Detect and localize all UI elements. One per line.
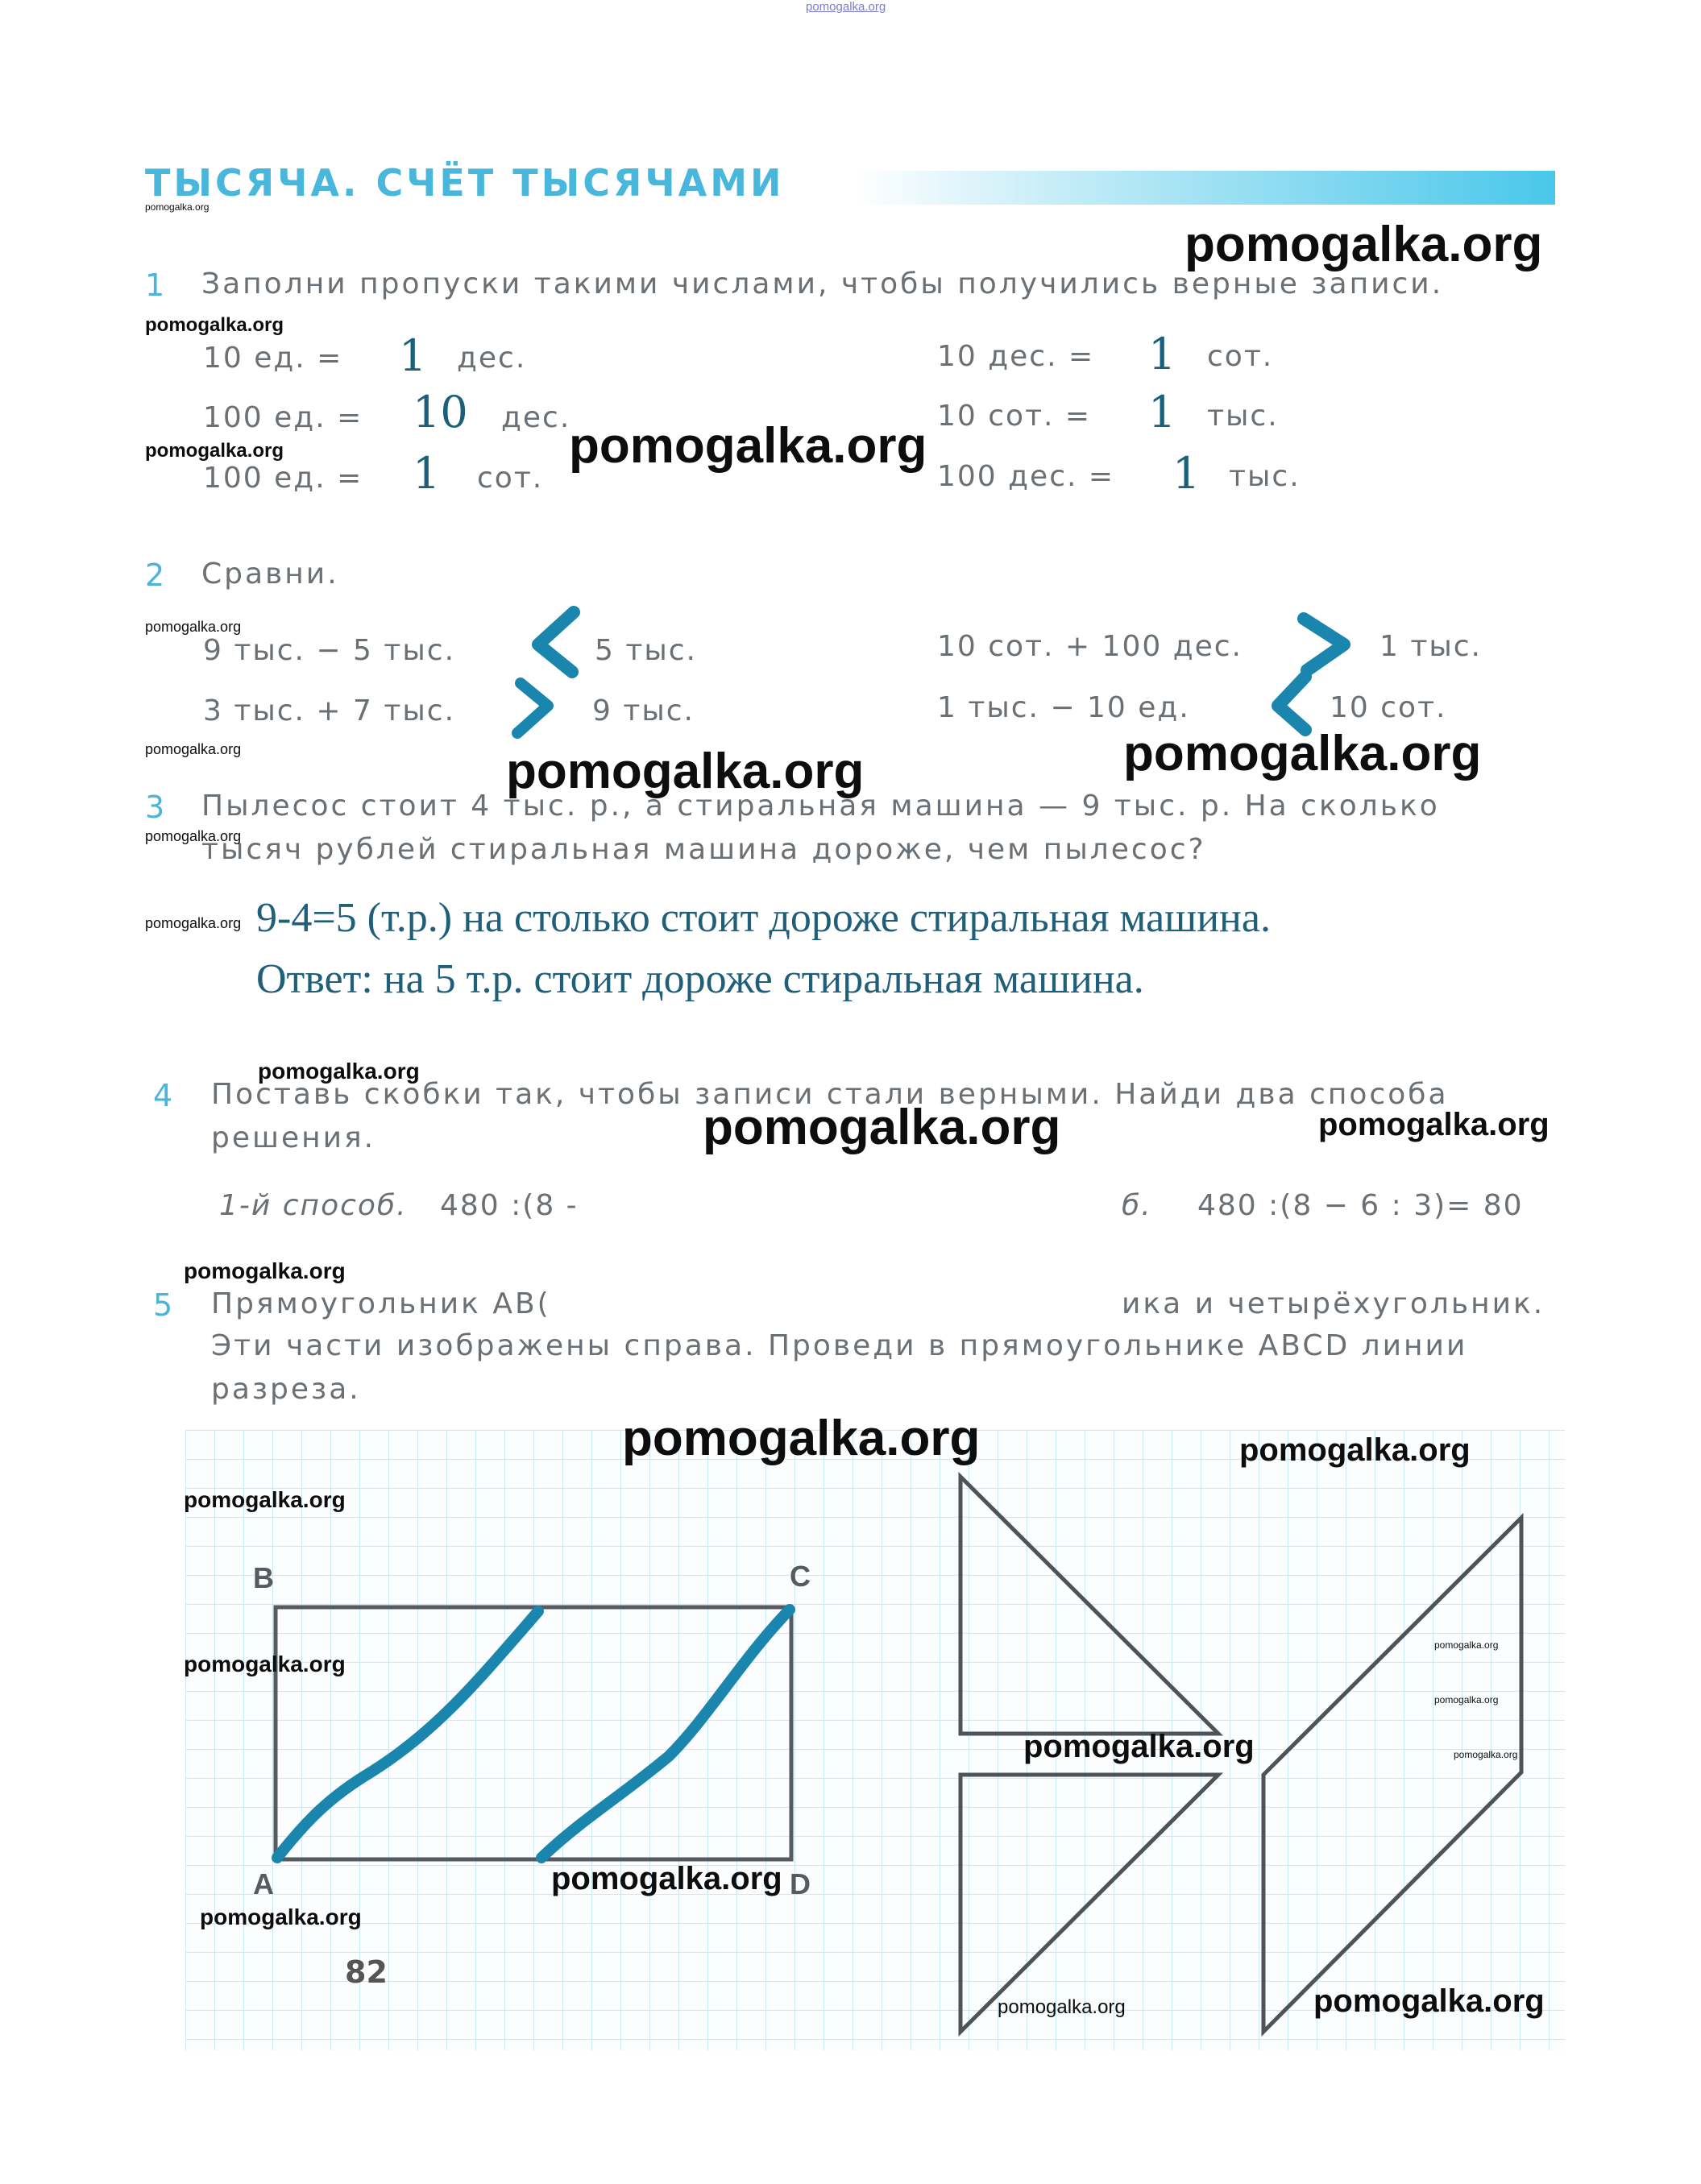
- watermark: pomogalka.org: [200, 1904, 362, 1929]
- watermark: pomogalka.org: [1023, 1729, 1255, 1764]
- watermark: pomogalka.org: [1434, 1694, 1499, 1705]
- task1-row1-answer: 1: [399, 330, 427, 381]
- task3-number: 3: [145, 789, 165, 825]
- watermark: pomogalka.org: [145, 201, 210, 213]
- task4-line2: решения.: [211, 1121, 376, 1154]
- task1-row6-left: 100 дес. =: [937, 460, 1115, 493]
- watermark: pomogalka.org: [1434, 1639, 1499, 1651]
- task1-row3-answer: 1: [413, 448, 441, 499]
- task3-answer-line1: 9-4=5 (т.р.) на столько стоит дороже стиральная машина.: [256, 895, 1271, 941]
- task2-text: Сравни.: [201, 557, 339, 591]
- task1-row4-left: 10 дес. =: [937, 340, 1095, 373]
- task2-row4-left: 1 тыс. − 10 ед.: [937, 691, 1190, 724]
- task1-row2-left: 100 ед. =: [203, 401, 363, 434]
- task1-row6-answer: 1: [1172, 448, 1201, 499]
- watermark: pomogalka.org: [184, 1258, 346, 1283]
- triangle-top: [960, 1477, 1218, 1734]
- task2-row2-left: 3 тыс. + 7 тыс.: [203, 694, 456, 727]
- task1-row1-unit: дес.: [457, 342, 527, 375]
- page-number: 82: [345, 1954, 388, 1990]
- task2-row4-right: 10 сот.: [1330, 691, 1447, 724]
- task4-way2-expr: 480 :(8 − 6 : 3)= 80: [1197, 1189, 1524, 1222]
- quadrilateral: [1263, 1518, 1521, 2032]
- watermark: pomogalka.org: [622, 1411, 981, 1466]
- watermark: pomogalka.org: [506, 744, 865, 799]
- task1-number: 1: [145, 267, 165, 303]
- task1-row5-unit: тыс.: [1207, 400, 1279, 433]
- task2-number: 2: [145, 557, 165, 593]
- top-watermark: pomogalka.org: [806, 0, 886, 14]
- task3-answer-line2: Ответ: на 5 т.р. стоит дороже стиральная машина.: [256, 956, 1144, 1002]
- task5-line2: Эти части изображены справа. Проведи в прямоугольнике ABCD линии: [211, 1329, 1468, 1362]
- cut-line-2: [541, 1610, 790, 1858]
- watermark: pomogalka.org: [145, 440, 284, 462]
- task1-row5-left: 10 сот. =: [937, 400, 1092, 433]
- label-a: A: [253, 1867, 274, 1900]
- task1-row3-unit: сот.: [477, 462, 544, 495]
- task4-way1-label: 1-й способ.: [219, 1189, 408, 1222]
- watermark: pomogalka.org: [145, 314, 284, 336]
- task2-row3-right: 1 тыс.: [1379, 630, 1482, 663]
- watermark: pomogalka.org: [1454, 1749, 1518, 1760]
- task5-line3: разреза.: [211, 1373, 361, 1406]
- triangle-bottom: [960, 1775, 1218, 2032]
- label-b: B: [253, 1561, 274, 1594]
- task1-row4-answer: 1: [1148, 329, 1176, 379]
- task5-number: 5: [153, 1287, 173, 1323]
- task1-row1-left: 10 ед. =: [203, 342, 343, 375]
- task1-row2-answer: 10: [413, 387, 468, 437]
- watermark: pomogalka.org: [145, 915, 242, 931]
- task2-row3-left: 10 сот. + 100 дес.: [937, 630, 1243, 663]
- task5-line1b: ика и четырёхугольник.: [1122, 1287, 1545, 1320]
- watermark: pomogalka.org: [145, 828, 242, 844]
- cut-line-1: [277, 1611, 538, 1858]
- watermark: pomogalka.org: [703, 1100, 1061, 1155]
- watermark: pomogalka.org: [184, 1487, 346, 1512]
- watermark: pomogalka.org: [145, 619, 242, 635]
- watermark: pomogalka.org: [1184, 217, 1543, 272]
- task3-line1: Пылесос стоит 4 тыс. р., а стиральная машина — 9 тыс. р. На сколько: [201, 789, 1440, 823]
- task1-row4-unit: сот.: [1207, 340, 1274, 373]
- rectangle-abcd: [276, 1607, 791, 1859]
- watermark: pomogalka.org: [184, 1651, 346, 1676]
- task1-row5-answer: 1: [1148, 387, 1176, 437]
- watermark: pomogalka.org: [551, 1861, 782, 1896]
- task2-row1-left: 9 тыс. − 5 тыс.: [203, 634, 456, 667]
- watermark: pomogalka.org: [1123, 726, 1482, 781]
- watermark: pomogalka.org: [998, 1996, 1126, 2018]
- watermark: pomogalka.org: [258, 1059, 420, 1084]
- task4-way1-expr: 480 :(8 -: [440, 1189, 579, 1222]
- watermark: pomogalka.org: [569, 418, 927, 474]
- label-c: C: [790, 1560, 811, 1593]
- task3-line2: тысяч рублей стиральная машина дороже, чем пылесос?: [201, 833, 1206, 866]
- task4-number: 4: [153, 1078, 173, 1113]
- label-d: D: [790, 1867, 811, 1900]
- watermark: pomogalka.org: [1313, 1983, 1545, 2019]
- task5-line1a: Прямоугольник АВ(: [211, 1287, 551, 1320]
- task1-text: Заполни пропуски такими числами, чтобы получились верные записи.: [201, 267, 1444, 300]
- task1-row6-unit: тыс.: [1229, 460, 1301, 493]
- watermark: pomogalka.org: [1239, 1432, 1471, 1468]
- task4-line1: Поставь скобки так, чтобы записи стали верными. Найди два способа: [211, 1078, 1449, 1111]
- task1-row2-unit: дес.: [501, 401, 571, 434]
- task2-row1-right: 5 тыс.: [595, 634, 697, 667]
- page-title: ТЫСЯЧА. СЧЁТ ТЫСЯЧАМИ: [145, 161, 785, 205]
- watermark: pomogalka.org: [1318, 1107, 1550, 1142]
- task2-row2-right: 9 тыс.: [592, 694, 695, 727]
- task1-row3-left: 100 ед. =: [203, 462, 363, 495]
- watermark: pomogalka.org: [145, 741, 242, 757]
- task4-way2-label: б.: [1122, 1189, 1152, 1222]
